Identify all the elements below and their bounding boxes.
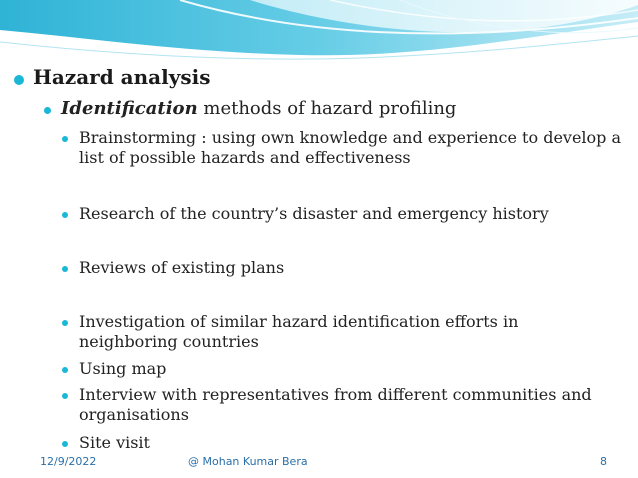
- subheading-rest: methods of hazard profiling: [197, 98, 457, 119]
- heading-row: [14, 66, 210, 88]
- list-item-text: Reviews of existing plans: [79, 258, 285, 277]
- list-item: [62, 258, 634, 278]
- list-item-text: Using map: [79, 359, 167, 378]
- footer-date: 12/9/2022: [40, 455, 97, 468]
- bullet-icon: [62, 136, 68, 142]
- list-item-text: Brainstorming : using own knowledge and experience to develop a list of possible hazards and effectiveness: [79, 128, 622, 167]
- footer-author: @ Mohan Kumar Bera: [188, 455, 308, 468]
- subheading: [61, 98, 456, 120]
- slide-heading: Hazard analysis: [33, 65, 211, 89]
- list-item-text: Site visit: [79, 433, 150, 452]
- list-item-text: Investigation of similar hazard identification efforts in neighboring countries: [79, 312, 519, 351]
- bullet-icon: [62, 320, 68, 326]
- bullet-icon: [44, 107, 51, 114]
- bullet-icon: [62, 441, 68, 447]
- subheading-emphasis: Identification: [61, 98, 198, 119]
- list-item: [62, 433, 634, 453]
- list-item: [62, 312, 549, 352]
- bullet-icon: [62, 212, 68, 218]
- subheading-row: [44, 98, 456, 120]
- list-item-text: Interview with representatives from different communities and organisations: [79, 385, 592, 424]
- bullet-icon: [14, 75, 24, 85]
- list-item: [62, 204, 634, 224]
- bullet-icon: [62, 266, 68, 272]
- list-item-text: Research of the country’s disaster and emergency history: [79, 204, 549, 223]
- bullet-icon: [62, 367, 68, 373]
- list-item: [62, 128, 634, 168]
- footer-page-number: 8: [600, 455, 607, 468]
- list-item: [62, 359, 634, 379]
- list-item: [62, 385, 609, 425]
- bullet-icon: [62, 393, 68, 399]
